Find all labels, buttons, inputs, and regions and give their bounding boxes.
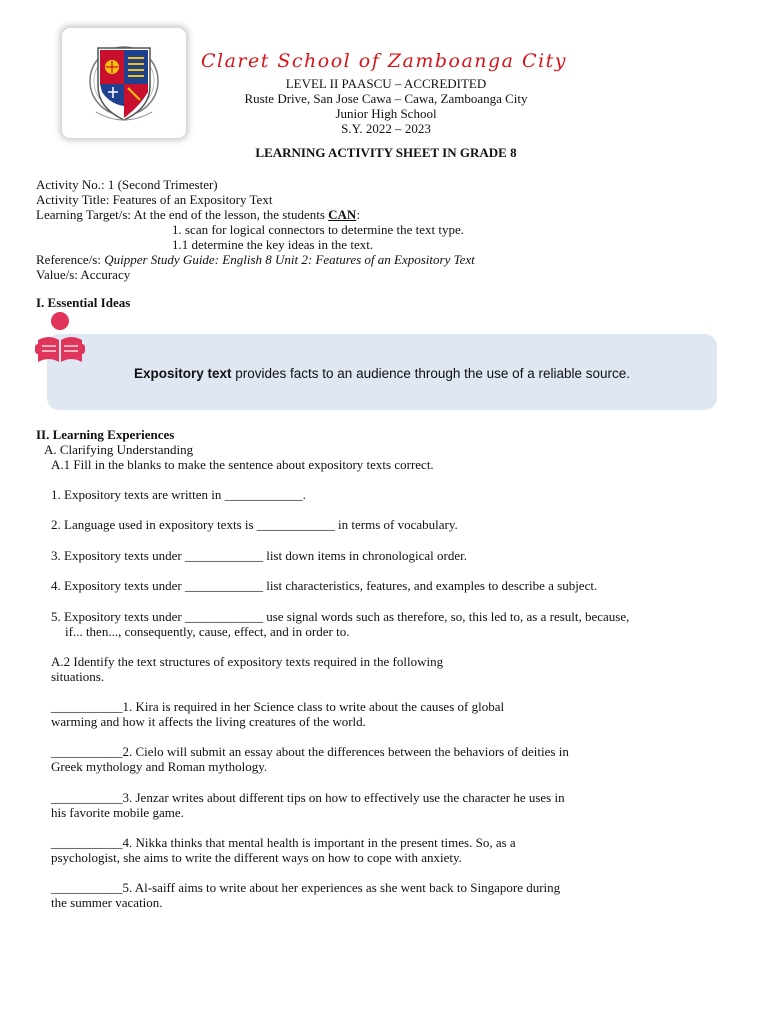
reading-person-icon: [34, 310, 86, 369]
a2-item-cont: the summer vacation.: [51, 895, 163, 910]
department-line: Junior High School: [335, 106, 437, 121]
learning-target-1: 1. scan for logical connectors to determine the text type.: [172, 222, 465, 237]
school-year: S.Y. 2022 – 2023: [341, 121, 431, 136]
learning-target-1-1: 1.1 determine the key ideas in the text.: [172, 237, 374, 252]
a2-instruction-cont: situations.: [51, 669, 105, 684]
a2-item: ___________1. Kira is required in her Science class to write about the causes of global: [51, 699, 505, 714]
learning-target-can: CAN: [328, 207, 357, 222]
a2-item: ___________4. Nikka thinks that mental health is important in the present times. So, as a: [51, 835, 516, 850]
reference-line: [36, 252, 475, 267]
school-address: Ruste Drive, San Jose Cawa – Cawa, Zamboanga City: [244, 91, 528, 106]
sheet-title: LEARNING ACTIVITY SHEET IN GRADE 8: [255, 145, 517, 160]
a2-item: ___________2. Cielo will submit an essay about the differences between the behaviors of deities in: [51, 744, 569, 759]
a2-item-cont: psychologist, she aims to write the different ways on how to cope with anxiety.: [51, 850, 462, 865]
learning-experiences-heading: II. Learning Experiences: [36, 427, 175, 442]
essential-idea-definition: provides facts to an audience through the use of a reliable source.: [231, 366, 631, 381]
school-name: Claret School of Zamboanga City: [200, 50, 568, 72]
a1-item: 5. Expository texts under ____________ use signal words such as therefore, so, this led to, as a result, because,: [51, 609, 630, 624]
a2-item: ___________3. Jenzar writes about different tips on how to effectively use the character he uses in: [51, 790, 565, 805]
accreditation-line: LEVEL II PAASCU – ACCREDITED: [285, 76, 487, 91]
values-line: Value/s: Accuracy: [36, 267, 131, 282]
a1-item: 4. Expository texts under ____________ list characteristics, features, and examples to describe a subject.: [51, 578, 598, 593]
a2-item-cont: Greek mythology and Roman mythology.: [51, 759, 268, 774]
essential-idea-text: [47, 366, 717, 381]
reference-label: Reference/s:: [36, 252, 105, 267]
a2-item-cont: his favorite mobile game.: [51, 805, 184, 820]
a1-item-continuation: if... then..., consequently, cause, effect, and in order to.: [65, 624, 350, 639]
clarifying-understanding-heading: A. Clarifying Understanding: [44, 442, 194, 457]
essential-ideas-heading: I. Essential Ideas: [36, 295, 131, 310]
a1-item: 1. Expository texts are written in ____________.: [51, 487, 306, 502]
activity-title: Activity Title: Features of an Expository Text: [36, 192, 273, 207]
a2-item: ___________5. Al-saiff aims to write about her experiences as she went back to Singapore during: [51, 880, 561, 895]
a2-instruction: A.2 Identify the text structures of expository texts required in the following: [51, 654, 444, 669]
a1-item: 2. Language used in expository texts is ____________ in terms of vocabulary.: [51, 517, 458, 532]
a1-item: 3. Expository texts under ____________ list down items in chronological order.: [51, 548, 467, 563]
activity-number: Activity No.: 1 (Second Trimester): [36, 177, 218, 192]
a1-instruction: A.1 Fill in the blanks to make the sentence about expository texts correct.: [51, 457, 434, 472]
learning-target-prefix: Learning Target/s: At the end of the lesson, the students: [36, 207, 329, 222]
learning-target: [36, 207, 360, 222]
learning-target-suffix: :: [356, 207, 360, 222]
a2-item-cont: warming and how it affects the living creatures of the world.: [51, 714, 366, 729]
essential-idea-term: Expository text: [133, 366, 232, 381]
reference-value: Quipper Study Guide: English 8 Unit 2: Features of an Expository Text: [104, 252, 475, 267]
